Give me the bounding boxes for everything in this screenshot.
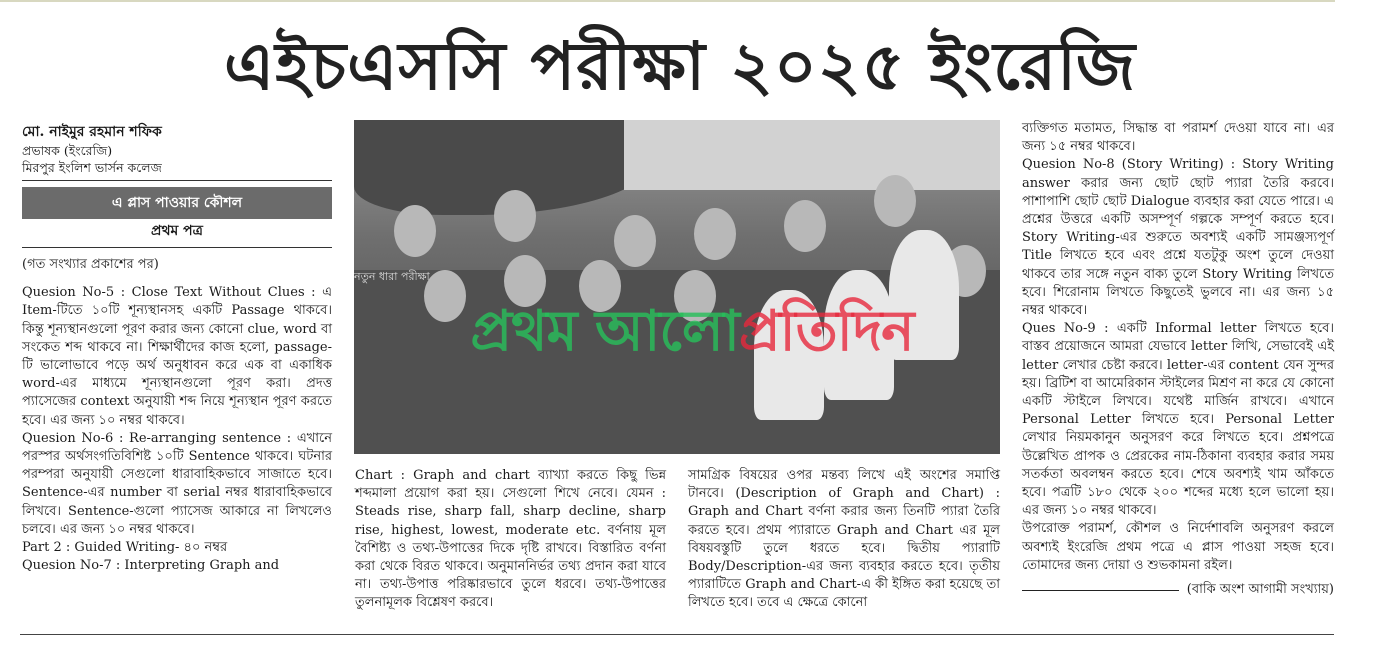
students-celebration-photo <box>354 120 1000 454</box>
paragraph: Chart : Graph and chart ব্যাখ্যা করতে কিছু ভিন্ন শব্দমালা প্রয়োগ করা হয়। সেগুলো শিখে নেবে। যেমন : Steads rise, sharp fall, sharp decline, sharp rise, highest, lowest, moderate etc. বর্ণনায় মূল বৈশিষ্ট্য ও তথ্য-উপাত্তের দিকে দৃষ্টি রাখবে। বিস্তারিত বর্ণনা করা থেকে বিরত থাকবে। অনুমাননির্ভর তথ্য প্রদান করা যাবে না। তথ্য-উপাত্ত পরিষ্কারভাবে তুলে ধরবে। তথ্য-উপাত্তের তুলনামূলক বিশ্লেষণ করবে। <box>355 468 666 611</box>
photo-face <box>874 175 916 227</box>
photo-face <box>394 205 436 257</box>
paragraph: সামগ্রিক বিষয়ের ওপর মন্তব্য লিখে এই অংশের সমাপ্তি টানবে। (Description of Graph and Chart) : Graph and Chart বর্ণনা করার জন্য তিনটি প্যারা তৈরি করতে হবে। প্রথম প্যারাতে Graph and Chart এর মূল বিষয়বস্তুটি তুলে ধরতে হবে। দ্বিতীয় প্যারাটি Body/Description-এর জন্য ব্যবহার করতে হবে। তৃতীয় প্যারাটিতে Graph and Chart-এ কী ইঙ্গিত করা হয়েছে তা লিখতে হবে। তবে এ ক্ষেত্রে কোনো <box>688 468 1000 611</box>
article-headline: এইচএসসি পরীক্ষা ২০২৫ ইংরেজি <box>223 28 1137 105</box>
paper-title: প্রথম পত্র <box>151 223 203 239</box>
divider <box>22 180 332 181</box>
section-banner: এ প্লাস পাওয়ার কৌশল <box>22 187 332 219</box>
watermark-green-text: প্রথম আলো <box>470 299 739 364</box>
paragraph: Quesion No-6 : Re-arranging sentence : এখানে পরস্পর অর্থসংগতিবিশিষ্ট ১০টি Sentence থাকবে। ঘটনার পরম্পরা অনুযায়ী সেগুলো ধারাবাহিকভাবে সাজাতে হবে। Sentence-এর number বা serial নম্বর ধারাবাহিকভাবে লিখবে। Sentence-গুলো প্যাসেজ আকারে না লিখলেও চলবে। এর জন্য ১০ নম্বর থাকবে। <box>22 430 332 537</box>
author-institution: মিরপুর ইংলিশ ভার্সন কলেজ <box>22 160 162 175</box>
bottom-border-line <box>20 634 1334 635</box>
paragraph: উপরোক্ত পরামর্শ, কৌশল ও নির্দেশাবলি অনুসরণ করলে অবশ্যই ইংরেজি প্রথম পত্রে এ প্লাস পাওয়া সহজ হবে। তোমাদের জন্য দোয়া ও শুভকামনা রইল। <box>1022 521 1334 573</box>
endnote-line <box>1022 590 1179 591</box>
column-3 <box>688 467 1000 613</box>
column-2 <box>355 467 666 613</box>
column-1 <box>22 122 332 575</box>
paragraph: Ques No-9 : একটি Informal letter লিখতে হবে। বাস্তব প্রয়োজনে আমরা যেভাবে letter লিখি, সেভাবেই এই letter লেখার চেষ্টা করবে। letter-এর content যেন সুন্দর হয়। ব্রিটিশ বা আমেরিকান স্টাইলের মিশ্রণ না করে যে কোনো একটি স্টাইলে লিখবে। যথেষ্ট মার্জিন রাখবে। এখানে Personal Letter লিখতে হবে। Personal Letter লেখার নিয়মকানুন অনুসরণ করে লিখতে হবে। প্রশ্নপত্রে উল্লেখিত প্রাপক ও প্রেরকের নাম-ঠিকানা ব্যবহার করার সময় সতর্কতা অবলম্বন করতে হবে। শেষে অবশ্যই খাম আঁকতে হবে। পত্রটি ১৮০ থেকে ২০০ শব্দের মধ্যে হলে ভালো হয়। এর জন্য ১০ নম্বর থাকবে। <box>1022 321 1334 519</box>
photo-face <box>694 208 736 260</box>
paragraph: Quesion No-5 : Close Text Without Clues : এ Item-টিতে ১০টি শূন্যস্থানসহ একটি Passage থাকবে। কিন্তু শূন্যস্থানগুলো পূরণ করার জন্য কোনো clue, word বা সংকেত শব্দ থাকবে না। শিক্ষার্থীদের কাজ হলো, passage-টি ভালোভাবে পড়ে অর্থ অনুধাবন করে এক বা একাধিক word-এর মাধ্যমে শূন্যস্থানগুলো পূরণ করা। প্রদত্ত প্যাসেজের context অনুযায়ী শব্দ নিয়ে শূন্যস্থান পূরণ করতে হবে। এর জন্য ১০ নম্বর থাকবে। <box>22 285 332 428</box>
endnote-text: (বাকি অংশ আগামী সংখ্যায়) <box>1186 582 1334 598</box>
continued-next-note <box>1022 581 1334 599</box>
author-designation: প্রভাষক (ইংরেজি) <box>22 143 113 158</box>
photo-face <box>494 190 536 242</box>
continued-note: (গত সংখ্যার প্রকাশের পর) <box>22 257 159 272</box>
author-name: মো. নাইমুর রহমান শফিক <box>22 124 162 140</box>
paragraph: ব্যক্তিগত মতামত, সিদ্ধান্ত বা পরামর্শ দেওয়া যাবে না। এর জন্য ১৫ নম্বর থাকবে। <box>1022 121 1334 155</box>
watermark-red-text: প্রতিদিন <box>738 299 914 364</box>
divider <box>22 247 332 248</box>
paragraph: Quesion No-7 : Interpreting Graph and <box>22 558 280 574</box>
photo-face <box>614 215 656 267</box>
photo-sky <box>624 120 1000 190</box>
photo-faint-caption: নতুন ধারা পরীক্ষা <box>354 270 430 283</box>
paragraph: Quesion No-8 (Story Writing) : Story Writing answer করার জন্য ছোট ছোট প্যারা তৈরি করবে। পাশাপাশি ছোট ছোট Dialogue ব্যবহার করা যেতে পারে। এ প্রশ্নের উত্তরে একটি অসম্পূর্ণ গল্পকে সম্পূর্ণ করতে হবে। Story Writing-এর শুরুতে অবশ্যই একটি সামঞ্জস্যপূর্ণ Title লিখতে হবে এবং প্রশ্নে যতটুকু অংশ তুলে দেওয়া থাকবে তার সঙ্গে নতুন বাক্য তুলে Story Writing লিখতে হবে। শিরোনাম লিখতে কিছুতেই ভুলবে না। এর জন্য ১৫ নম্বর থাকবে। <box>1022 157 1334 319</box>
column-4 <box>1022 120 1334 599</box>
photo-face <box>784 200 826 252</box>
top-border-line <box>0 0 1335 2</box>
paragraph: Part 2 : Guided Writing- ৪০ নম্বর <box>22 540 228 556</box>
watermark-logo <box>372 288 1000 382</box>
